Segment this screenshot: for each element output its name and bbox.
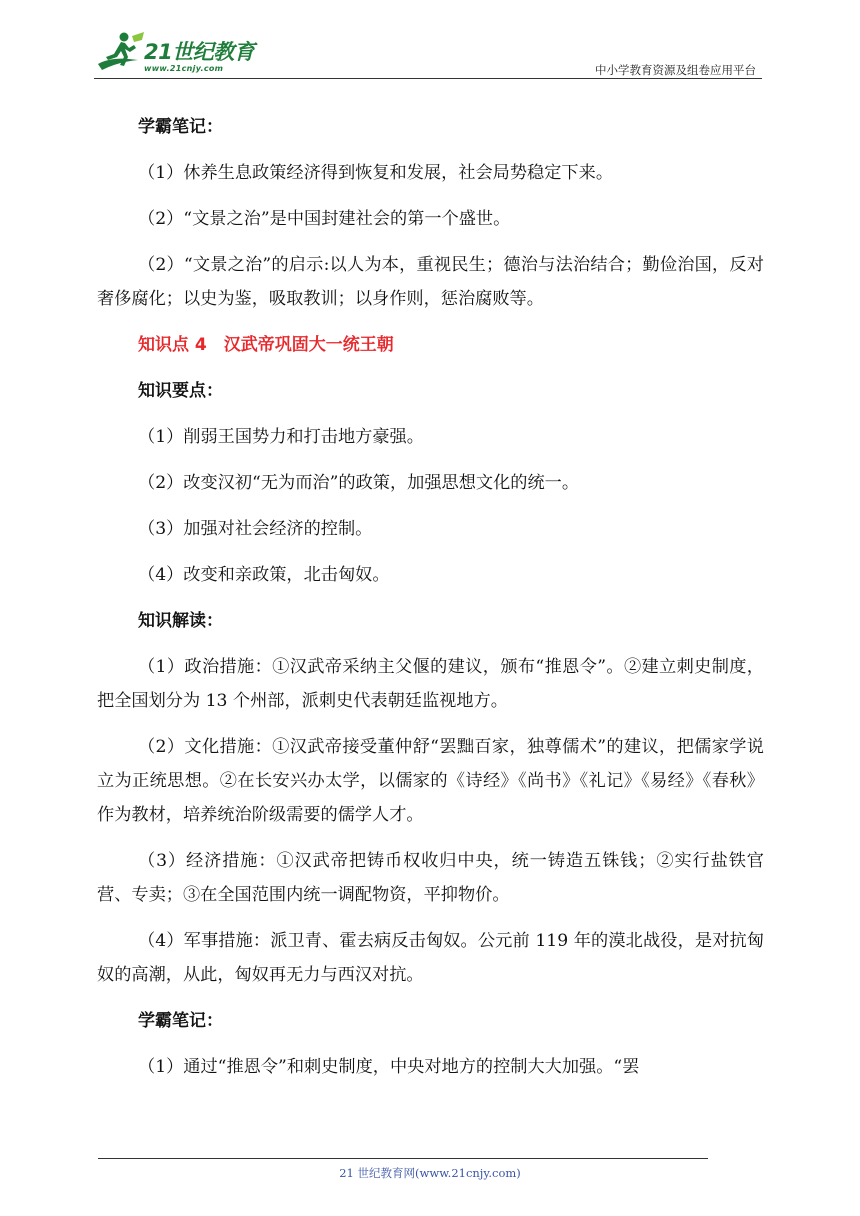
paragraph: （4）军事措施：派卫青、霍去病反击匈奴。公元前 119 年的漠北战役，是对抗匈奴的高潮，从此，匈奴再无力与西汉对抗。 (97, 931, 764, 985)
interpretation-heading: 知识解读： (138, 611, 223, 631)
footer-divider (98, 1158, 708, 1159)
page-header (94, 22, 762, 80)
platform-name: 中小学教育资源及组卷应用平台 (595, 63, 756, 77)
paragraph: （1）政治措施：①汉武帝采纳主父偃的建议，颁布“推恩令”。②建立刺史制度，把全国划分为 13 个州部，派刺史代表朝廷监视地方。 (97, 657, 764, 711)
running-figure-logo-icon (94, 30, 146, 74)
logo-url: www.21cnjy.com (144, 64, 224, 73)
notes-heading: 学霸笔记： (138, 117, 223, 137)
paragraph: （4）改变和亲政策，北击匈奴。 (138, 565, 390, 585)
key-points-heading: 知识要点： (138, 381, 223, 401)
paragraph: （2）“文景之治”是中国封建社会的第一个盛世。 (138, 209, 511, 229)
logo-text: 21世纪教育 (144, 40, 255, 64)
paragraph: （2）改变汉初“无为而治”的政策，加强思想文化的统一。 (138, 473, 580, 493)
document-body (97, 110, 764, 1096)
paragraph: （1）削弱王国势力和打击地方豪强。 (138, 427, 424, 447)
paragraph: （2）“文景之治”的启示:以人为本，重视民生；德治与法治结合；勤俭治国，反对奢侈腐化；以史为鉴，吸取教训；以身作则，惩治腐败等。 (97, 255, 764, 309)
paragraph: （2）文化措施：①汉武帝接受董仲舒“罢黜百家，独尊儒术”的建议，把儒家学说立为正统思想。②在长安兴办太学，以儒家的《诗经》《尚书》《礼记》《易经》《春秋》作为教材，培养统治阶级需要的儒学人才。 (97, 737, 764, 825)
notes-heading: 学霸笔记： (138, 1011, 223, 1031)
header-divider (94, 78, 762, 79)
paragraph: （1）休养生息政策经济得到恢复和发展，社会局势稳定下来。 (138, 163, 614, 183)
paragraph: （3）加强对社会经济的控制。 (138, 519, 373, 539)
page-footer[interactable]: 21 世纪教育网(www.21cnjy.com) (339, 1166, 521, 1180)
section-title: 知识点 4 汉武帝巩固大一统王朝 (138, 335, 394, 355)
site-logo[interactable] (94, 30, 264, 74)
paragraph: （3）经济措施：①汉武帝把铸币权收归中央，统一铸造五铢钱；②实行盐铁官营、专卖；③在全国范围内统一调配物资，平抑物价。 (97, 851, 764, 905)
paragraph: （1）通过“推恩令”和刺史制度，中央对地方的控制大大加强。“罢 (138, 1057, 640, 1077)
